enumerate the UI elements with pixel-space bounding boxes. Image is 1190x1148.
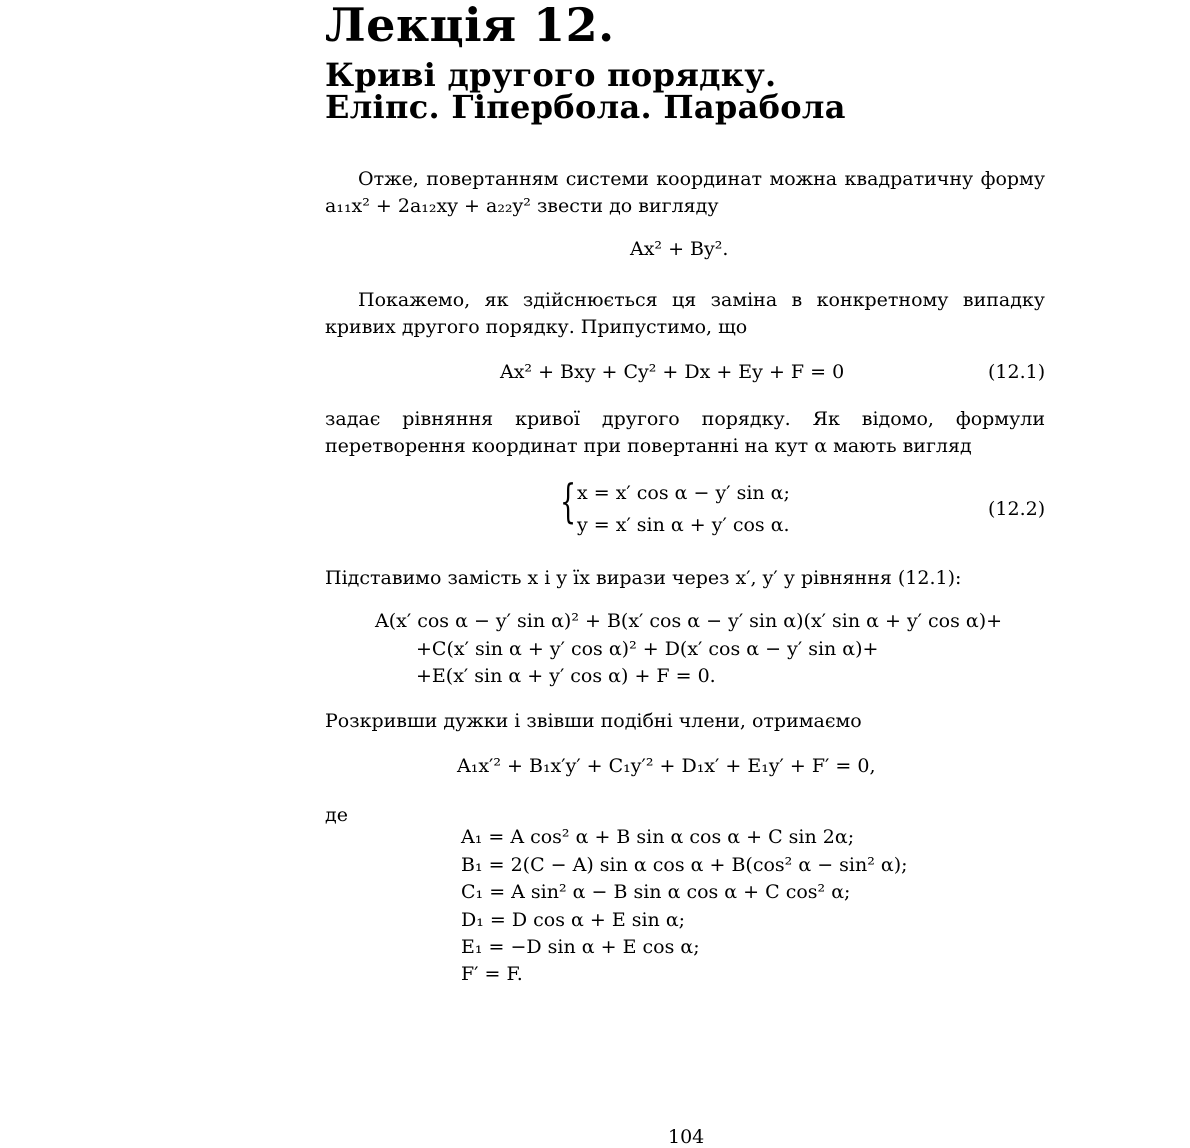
paragraph-substitute: Підставимо замість x і y їх вирази через x′, y′ у рівняння (12.1): bbox=[325, 567, 962, 589]
substitution-line-3: +E(x′ sin α + y′ cos α) + F = 0. bbox=[416, 665, 716, 687]
paragraph-substitution-intro: Покажемо, як здійснюється ця заміна в конкретному випадку кривих другого порядку. Припустимо, що bbox=[325, 289, 1045, 338]
coefficient-c1: C₁ = A sin² α − B sin α cos α + C cos² α; bbox=[461, 881, 851, 903]
paragraph-intro: Отже, повертанням системи координат можна квадратичну форму a₁₁x² + 2a₁₂xy + a₂₂y² звести до вигляду bbox=[325, 168, 1045, 217]
equation-number-12-1: (12.1) bbox=[988, 361, 1046, 383]
chapter-title: Лекція 12. bbox=[325, 0, 615, 52]
coefficient-b1: B₁ = 2(C − A) sin α cos α + B(cos² α − sin² α); bbox=[461, 854, 908, 876]
coefficient-a1: A₁ = A cos² α + B sin α cos α + C sin 2α; bbox=[461, 826, 855, 848]
subtitle-line-1: Криві другого порядку. bbox=[325, 56, 777, 94]
coefficient-e1: E₁ = −D sin α + E cos α; bbox=[461, 936, 700, 958]
paragraph-where: де bbox=[325, 804, 348, 826]
equation-quadratic-form: Ax² + By². bbox=[630, 238, 729, 260]
page-number: 104 bbox=[668, 1126, 705, 1148]
equation-12-1: Ax² + Bxy + Cy² + Dx + Ey + F = 0 bbox=[500, 361, 845, 383]
system-brace: { bbox=[560, 474, 577, 528]
equation-number-12-2: (12.2) bbox=[988, 498, 1046, 520]
equation-12-2-line-1: x = x′ cos α − y′ sin α; bbox=[577, 482, 790, 504]
subtitle-line-2: Еліпс. Гіпербола. Парабола bbox=[325, 88, 846, 126]
coefficient-d1: D₁ = D cos α + E sin α; bbox=[461, 909, 686, 931]
paragraph-expand: Розкривши дужки і звівши подібні члени, отримаємо bbox=[325, 710, 862, 732]
equation-12-2-line-2: y = x′ sin α + y′ cos α. bbox=[577, 514, 790, 536]
substitution-line-2: +C(x′ sin α + y′ cos α)² + D(x′ cos α − y′ sin α)+ bbox=[416, 638, 879, 660]
substitution-line-1: A(x′ cos α − y′ sin α)² + B(x′ cos α − y′ sin α)(x′ sin α + y′ cos α)+ bbox=[375, 610, 1003, 632]
equation-result: A₁x′² + B₁x′y′ + C₁y′² + D₁x′ + E₁y′ + F′ = 0, bbox=[457, 755, 876, 777]
paragraph-rotation: задає рівняння кривої другого порядку. Як відомо, формули перетворення координат при повертанні на кут α мають вигляд bbox=[325, 408, 1045, 457]
coefficient-f: F′ = F. bbox=[461, 963, 523, 985]
